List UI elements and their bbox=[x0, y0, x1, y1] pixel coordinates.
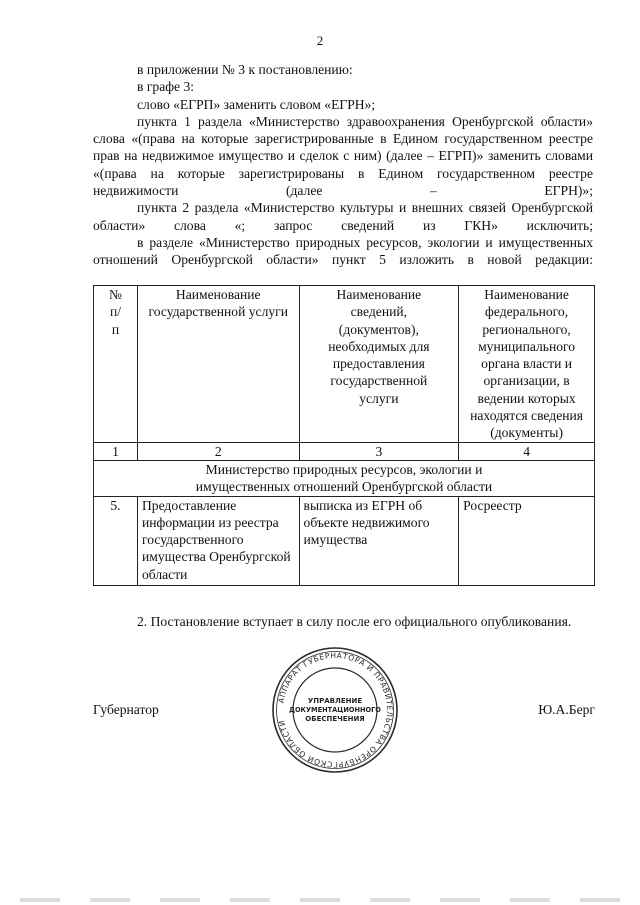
row-documents: выписка из ЕГРН об объекте недвижимого имущества bbox=[299, 496, 459, 585]
seal-center-line-1: УПРАВЛЕНИЕ bbox=[307, 697, 363, 705]
amendment-text bbox=[93, 61, 593, 269]
seal-center-line-3: ОБЕСПЕЧЕНИЯ bbox=[305, 715, 365, 723]
paragraph-5: пункта 2 раздела «Министерство культуры и внешних связей Оренбургской области» слова «; запрос сведений из ГКН» исключить; bbox=[93, 200, 593, 233]
header-documents: Наименование сведений, (документов), необходимых для предоставления государственной услуги bbox=[299, 286, 459, 443]
closing-section bbox=[93, 613, 593, 630]
row-service: Предоставление информации из реестра государственного имущества Оренбургской области bbox=[137, 496, 299, 585]
col-number-1: 1 bbox=[94, 442, 138, 460]
table-row bbox=[94, 496, 595, 585]
table-header-row bbox=[94, 286, 595, 443]
paragraph-3: слово «ЕГРП» заменить словом «ЕГРН»; bbox=[137, 96, 376, 112]
signature-title: Губернатор bbox=[93, 702, 159, 717]
seal-center-line-2: ДОКУМЕНТАЦИОННОГО bbox=[289, 706, 381, 714]
section-title: Министерство природных ресурсов, экологии и имущественных отношений Оренбургской области bbox=[94, 460, 595, 496]
col-number-3: 3 bbox=[299, 442, 459, 460]
signature-name: Ю.А.Берг bbox=[538, 702, 595, 717]
scan-edge-artifact bbox=[20, 898, 620, 902]
closing-paragraph: 2. Постановление вступает в силу после его официального опубликования. bbox=[137, 614, 572, 629]
paragraph-4: пункта 1 раздела «Министерство здравоохранения Оренбургской области» слова «(права на которые зарегистрированные в Едином государственном реестре прав на недвижимое имущество и сделок с ним) (далее – ЕГРП)» заменить словами «(права на которые зарегистрированы в Едином государственном реестре недвижимости (далее – ЕГРН)»; bbox=[93, 113, 593, 199]
row-num: 5. bbox=[94, 496, 138, 585]
paragraph-1: в приложении № 3 к постановлению: bbox=[137, 62, 353, 77]
row-authority: Росреестр bbox=[459, 496, 595, 585]
page-number: 2 bbox=[316, 33, 324, 48]
column-number-row bbox=[94, 442, 595, 460]
seal-ring-text: АППАРАТ ГУБЕРНАТОРА И ПРАВИТЕЛЬСТВА ОРЕНБУРГСКОЙ ОБЛАСТИ bbox=[276, 650, 395, 770]
services-table bbox=[93, 285, 595, 586]
paragraph-2: в графе 3: bbox=[137, 79, 195, 95]
header-authority: Наименование федерального, регионального, муниципального органа власти и организации, в ведении которых находятся сведения (документы) bbox=[459, 286, 595, 443]
paragraph-6: в разделе «Министерство природных ресурсов, экологии и имущественных отношений Оренбургской области» пункт 5 изложить в новой редакции: bbox=[93, 234, 593, 268]
section-row bbox=[94, 460, 595, 496]
col-number-2: 2 bbox=[137, 442, 299, 460]
col-number-4: 4 bbox=[459, 442, 595, 460]
official-seal-stamp bbox=[270, 645, 400, 775]
header-service: Наименование государственной услуги bbox=[137, 286, 299, 443]
header-num: № п/п bbox=[94, 286, 138, 443]
